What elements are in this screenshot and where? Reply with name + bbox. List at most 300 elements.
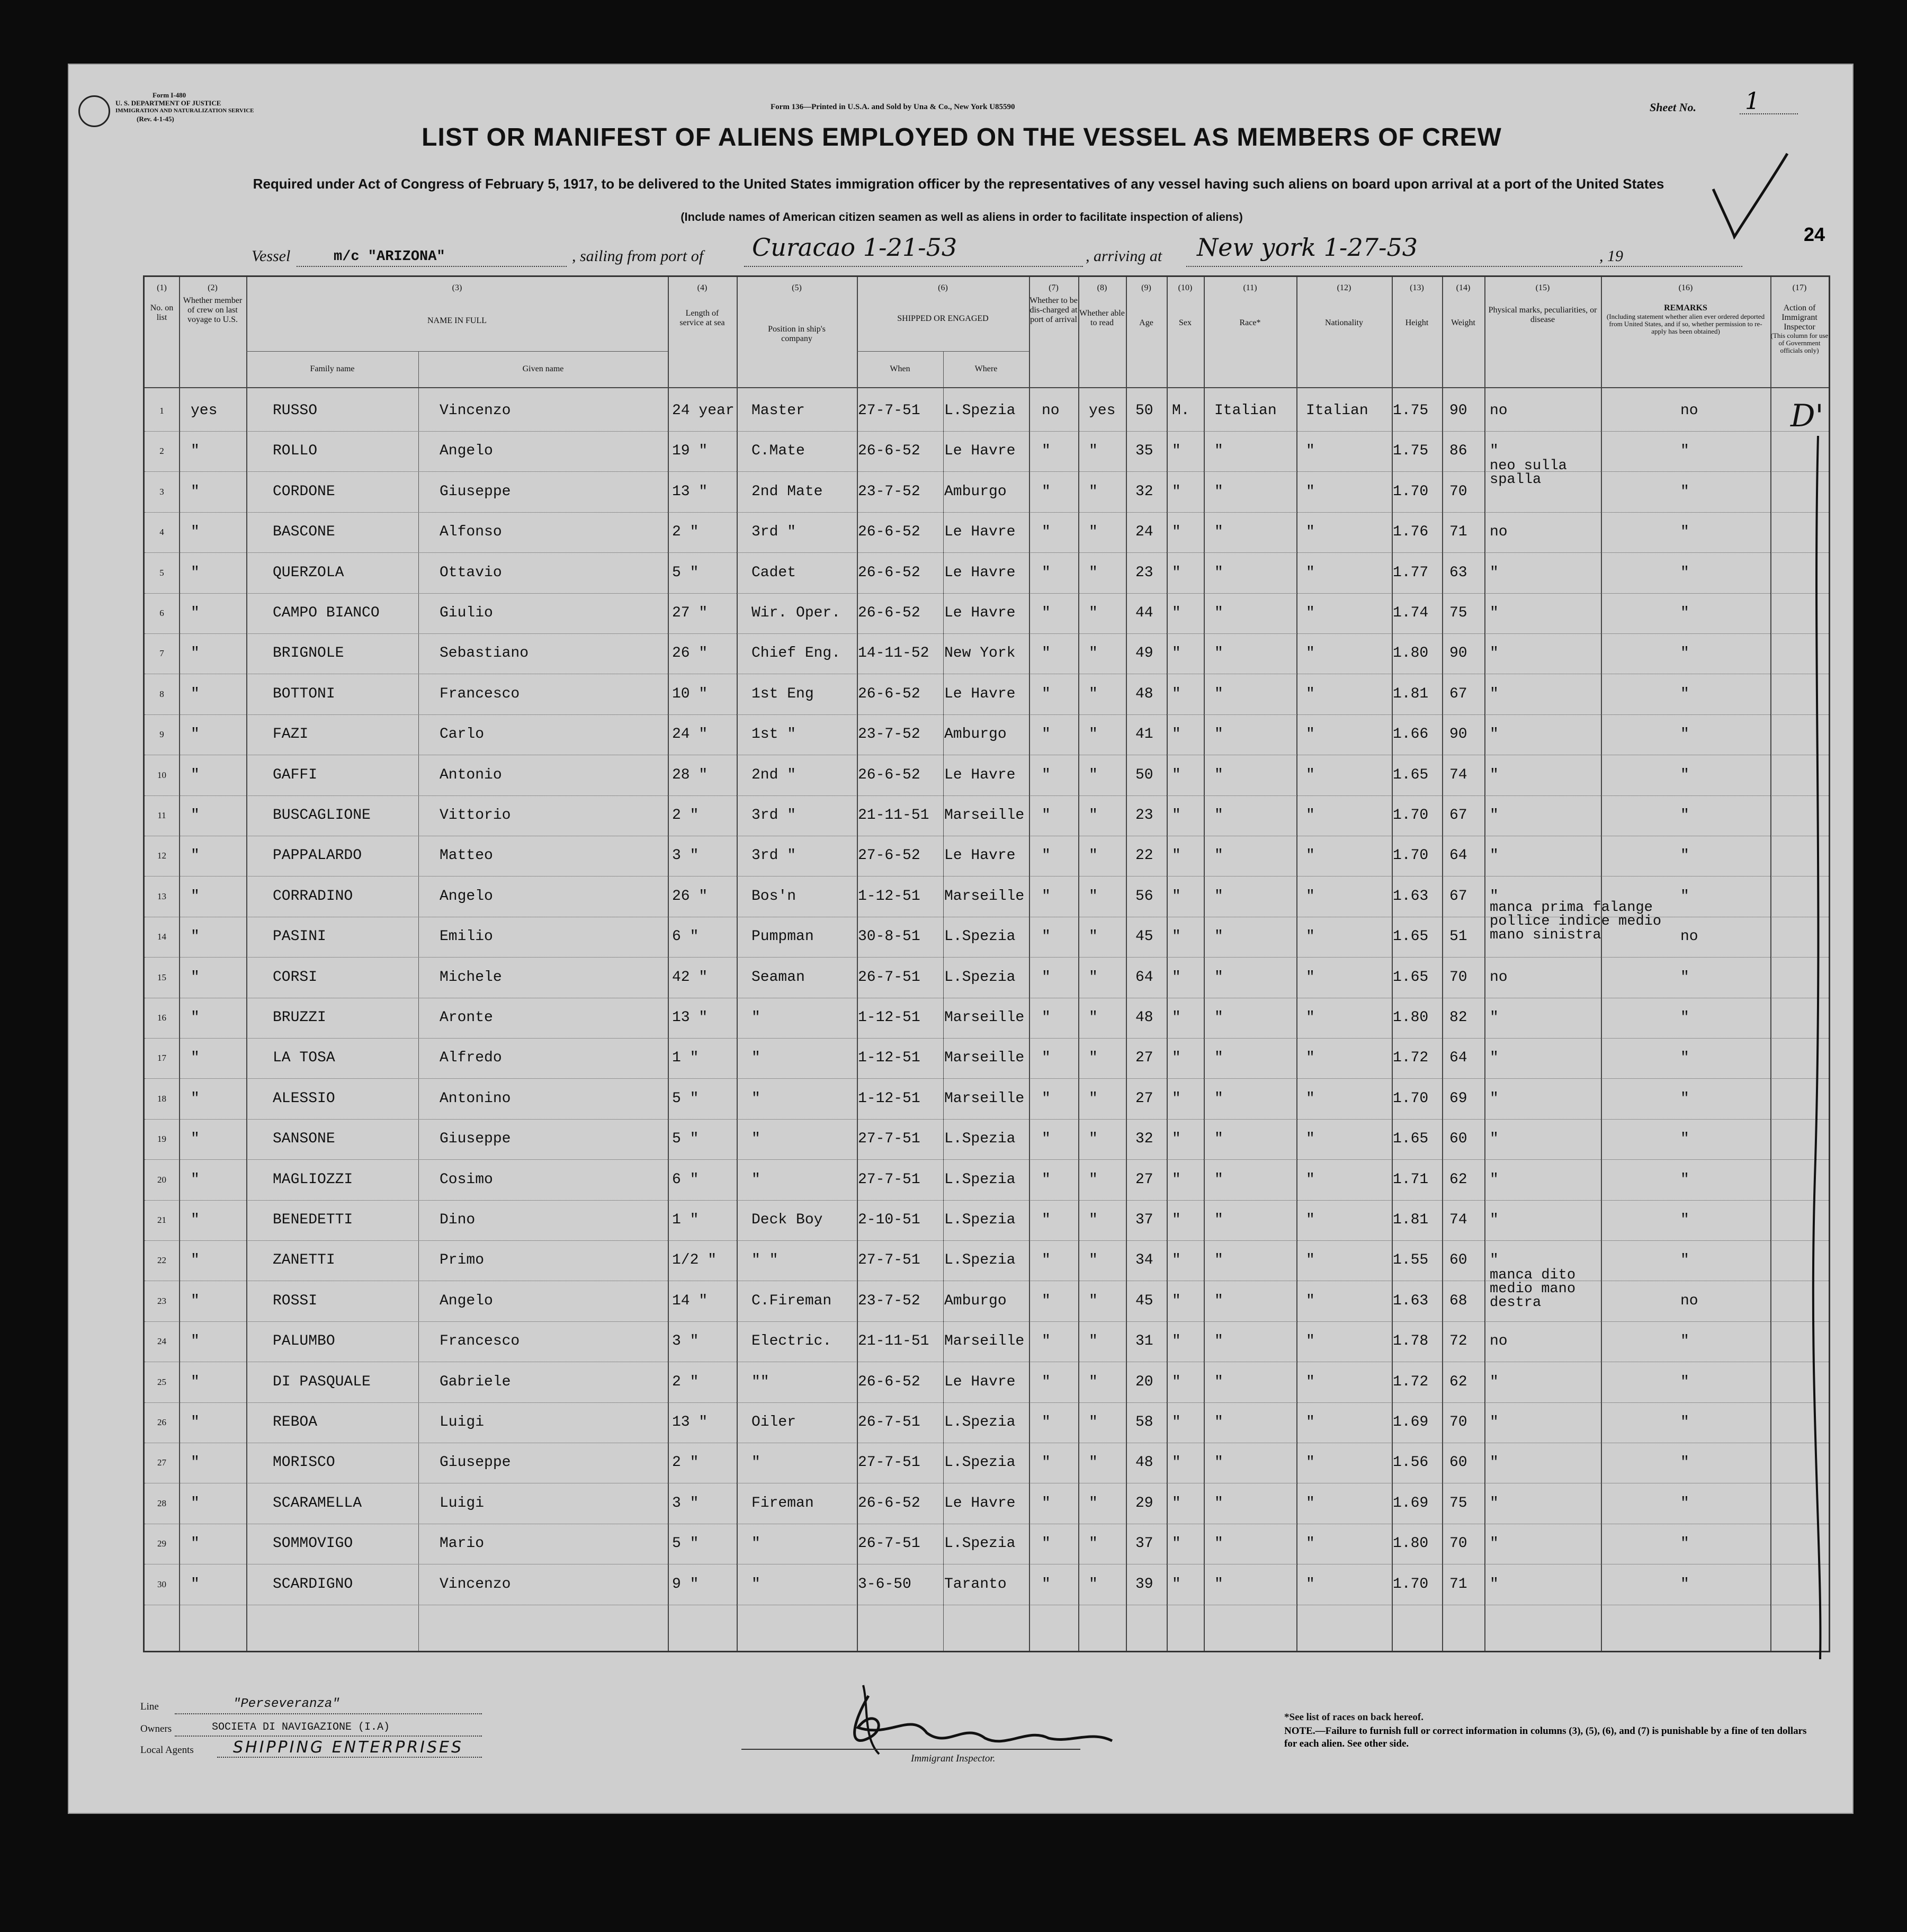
- physical-marks-cell: manca prima falange pollice indice medio mano sinistra: [1490, 900, 1662, 944]
- read-cell: ": [1089, 969, 1098, 986]
- position-cell: Pumpman: [751, 928, 814, 945]
- col-header-17: (17) Action of Immigrant Inspector (This column for use of Government officials only): [1770, 283, 1829, 354]
- shipped-when-cell: 26-7-51: [858, 969, 920, 986]
- age-cell: 49: [1135, 645, 1153, 662]
- sex-cell: ": [1172, 928, 1181, 945]
- weight-cell: 69: [1449, 1090, 1467, 1107]
- shipped-when-cell: 2-10-51: [858, 1212, 920, 1228]
- position-cell: Master: [751, 402, 805, 419]
- given-name-cell: Alfredo: [440, 1050, 502, 1067]
- shipped-where-cell: Marseille: [944, 807, 1025, 824]
- age-cell: 50: [1135, 766, 1153, 783]
- shipped-when-cell: 26-6-52: [858, 524, 920, 541]
- race-cell: ": [1214, 807, 1223, 824]
- sailing-line: [744, 266, 1083, 267]
- position-cell: ": [751, 1535, 760, 1552]
- remarks-cell: ": [1680, 1009, 1689, 1026]
- sex-cell: ": [1172, 1252, 1181, 1269]
- shipped-where-cell: L.Spezia: [944, 1131, 1016, 1148]
- shipped-when-cell: 27-7-51: [858, 1131, 920, 1148]
- shipped-where-cell: Le Havre: [944, 524, 1016, 541]
- family-name-cell: BRUZZI: [273, 1009, 326, 1026]
- weight-cell: 70: [1449, 969, 1467, 986]
- remarks-cell: ": [1680, 1414, 1689, 1430]
- remarks-cell: ": [1680, 1535, 1689, 1552]
- year-suffix: , 19: [1599, 247, 1623, 265]
- sex-cell: ": [1172, 807, 1181, 824]
- weight-cell: 64: [1449, 1050, 1467, 1067]
- physical-marks-cell: ": [1490, 1009, 1499, 1026]
- shipped-when-cell: 26-6-52: [858, 605, 920, 621]
- age-cell: 23: [1135, 564, 1153, 581]
- row-number: 28: [157, 1498, 166, 1508]
- remarks-cell: ": [1680, 766, 1689, 783]
- shipped-where-cell: L.Spezia: [944, 1454, 1016, 1471]
- family-name-cell: BOTTONI: [273, 685, 335, 702]
- given-name-cell: Antonio: [440, 766, 502, 783]
- given-name-cell: Matteo: [440, 847, 493, 864]
- table-row: [145, 1362, 1829, 1403]
- prev-voyage-cell: ": [191, 685, 200, 702]
- age-cell: 45: [1135, 928, 1153, 945]
- remarks-cell: ": [1680, 1252, 1689, 1269]
- read-cell: ": [1089, 524, 1098, 541]
- physical-marks-cell: no: [1490, 524, 1508, 541]
- read-cell: ": [1089, 1090, 1098, 1107]
- col-subheader: When: [890, 364, 910, 373]
- line-field-line: [175, 1713, 482, 1714]
- read-cell: ": [1089, 443, 1098, 460]
- service-cell: 2 ": [672, 1454, 699, 1471]
- weight-cell: 75: [1449, 605, 1467, 621]
- row-number: 17: [157, 1053, 166, 1063]
- sex-cell: ": [1172, 766, 1181, 783]
- given-name-cell: Cosimo: [440, 1171, 493, 1188]
- height-cell: 1.71: [1393, 1171, 1429, 1188]
- height-cell: 1.80: [1393, 645, 1429, 662]
- weight-cell: 60: [1449, 1131, 1467, 1148]
- nationality-cell: ": [1306, 1212, 1315, 1228]
- arriving-port: New york 1-27-53: [1197, 233, 1418, 262]
- row-number: 20: [157, 1174, 166, 1185]
- shipped-where-cell: L.Spezia: [944, 928, 1016, 945]
- col-header-6: (6) SHIPPED OR ENGAGED: [897, 283, 989, 323]
- shipped-where-cell: Amburgo: [944, 483, 1007, 500]
- height-cell: 1.56: [1393, 1454, 1429, 1471]
- sex-cell: ": [1172, 726, 1181, 743]
- family-name-cell: CORRADINO: [273, 888, 353, 905]
- height-cell: 1.65: [1393, 766, 1429, 783]
- height-cell: 1.74: [1393, 605, 1429, 621]
- sex-cell: ": [1172, 605, 1181, 621]
- discharged-cell: ": [1042, 928, 1051, 945]
- sex-cell: ": [1172, 645, 1181, 662]
- height-cell: 1.65: [1393, 969, 1429, 986]
- shipped-when-cell: 27-7-51: [858, 1171, 920, 1188]
- read-cell: ": [1089, 807, 1098, 824]
- position-cell: Wir. Oper.: [751, 605, 841, 621]
- physical-marks-cell: ": [1490, 645, 1499, 662]
- shipped-where-cell: L.Spezia: [944, 1414, 1016, 1430]
- height-cell: 1.65: [1393, 1131, 1429, 1148]
- prev-voyage-cell: ": [191, 847, 200, 864]
- physical-marks-cell: manca dito medio mano destra: [1490, 1267, 1576, 1311]
- nationality-cell: Italian: [1306, 402, 1368, 419]
- row-number: 4: [159, 527, 164, 538]
- family-name-cell: ROSSI: [273, 1292, 318, 1309]
- prev-voyage-cell: ": [191, 1090, 200, 1107]
- row-number: 9: [159, 729, 164, 740]
- table-row: [145, 1038, 1829, 1079]
- nationality-cell: ": [1306, 1454, 1315, 1471]
- service-cell: 24 year: [672, 402, 735, 419]
- given-name-cell: Angelo: [440, 443, 493, 460]
- sex-cell: ": [1172, 483, 1181, 500]
- shipped-when-cell: 26-6-52: [858, 443, 920, 460]
- table-row: [145, 795, 1829, 836]
- col-header-3: (3) NAME IN FULL: [427, 283, 487, 325]
- discharged-cell: no: [1042, 402, 1060, 419]
- service-cell: 3 ": [672, 847, 699, 864]
- service-cell: 9 ": [672, 1576, 699, 1593]
- crew-table: [143, 275, 1830, 1652]
- prev-voyage-cell: ": [191, 726, 200, 743]
- nationality-cell: ": [1306, 443, 1315, 460]
- family-name-cell: ROLLO: [273, 443, 318, 460]
- col-header-14: (14) Weight: [1451, 283, 1475, 327]
- given-name-cell: Luigi: [440, 1495, 485, 1511]
- remarks-cell: ": [1680, 1171, 1689, 1188]
- physical-marks-cell: ": [1490, 685, 1499, 702]
- physical-marks-cell: ": [1490, 1090, 1499, 1107]
- read-cell: ": [1089, 1454, 1098, 1471]
- sex-cell: ": [1172, 1414, 1181, 1430]
- shipped-when-cell: 27-7-51: [858, 1454, 920, 1471]
- shipped-where-cell: Marseille: [944, 1090, 1025, 1107]
- row-number: 5: [159, 567, 164, 578]
- table-row: [145, 1443, 1829, 1483]
- family-name-cell: CAMPO BIANCO: [273, 605, 380, 621]
- given-name-cell: Sebastiano: [440, 645, 529, 662]
- table-row: [145, 1079, 1829, 1120]
- family-name-cell: FAZI: [273, 726, 309, 743]
- age-cell: 31: [1135, 1333, 1153, 1350]
- discharged-cell: ": [1042, 1454, 1051, 1471]
- physical-marks-cell: neo sulla spalla: [1490, 458, 1567, 488]
- page-title: LIST OR MANIFEST OF ALIENS EMPLOYED ON THE VESSEL AS MEMBERS OF CREW: [422, 123, 1502, 151]
- row-divider: [857, 351, 1029, 352]
- discharged-cell: ": [1042, 685, 1051, 702]
- manifest-sheet: [68, 64, 1854, 1814]
- given-name-cell: Dino: [440, 1212, 476, 1228]
- age-cell: 37: [1135, 1535, 1153, 1552]
- given-name-cell: Alfonso: [440, 524, 502, 541]
- race-cell: ": [1214, 1050, 1223, 1067]
- row-number: 29: [157, 1539, 166, 1549]
- height-cell: 1.70: [1393, 807, 1429, 824]
- position-cell: ": [751, 1009, 760, 1026]
- read-cell: ": [1089, 726, 1098, 743]
- physical-marks-cell: ": [1490, 1414, 1499, 1430]
- weight-cell: 74: [1449, 766, 1467, 783]
- discharged-cell: ": [1042, 766, 1051, 783]
- shipped-where-cell: Taranto: [944, 1576, 1007, 1593]
- discharged-cell: ": [1042, 726, 1051, 743]
- form-header: [115, 91, 254, 123]
- discharged-cell: ": [1042, 1576, 1051, 1593]
- remarks-cell: ": [1680, 1050, 1689, 1067]
- printer-line: Form 136—Printed in U.S.A. and Sold by Una & Co., New York U85590: [771, 103, 1015, 111]
- discharged-cell: ": [1042, 1292, 1051, 1309]
- table-row: [145, 900, 1829, 958]
- position-cell: Fireman: [751, 1495, 814, 1511]
- race-cell: ": [1214, 1009, 1223, 1026]
- discharged-cell: ": [1042, 847, 1051, 864]
- nationality-cell: ": [1306, 1333, 1315, 1350]
- service-cell: 1 ": [672, 1212, 699, 1228]
- shipped-where-cell: Le Havre: [944, 1495, 1016, 1511]
- prev-voyage-cell: ": [191, 645, 200, 662]
- height-cell: 1.72: [1393, 1050, 1429, 1067]
- read-cell: ": [1089, 766, 1098, 783]
- row-number: 26: [157, 1417, 166, 1427]
- shipped-when-cell: 14-11-52: [858, 645, 929, 662]
- agents-label: Local Agents: [140, 1745, 194, 1756]
- family-name-cell: BRIGNOLE: [273, 645, 344, 662]
- sex-cell: ": [1172, 1454, 1181, 1471]
- table-row: [145, 1483, 1829, 1524]
- nationality-cell: ": [1306, 1131, 1315, 1148]
- table-row: [145, 1160, 1829, 1201]
- position-cell: 2nd Mate: [751, 483, 823, 500]
- row-number: 14: [157, 932, 166, 942]
- revision-line: (Rev. 4-1-45): [137, 115, 174, 123]
- discharged-cell: ": [1042, 1535, 1051, 1552]
- nationality-cell: ": [1306, 726, 1315, 743]
- penalty-note: NOTE.—Failure to furnish full or correct information in columns (3), (5), (6), and (7) is punishable by a fine of ten dollars for each alien. See other side.: [1284, 1725, 1807, 1749]
- table-row: [145, 512, 1829, 553]
- row-number: 2: [159, 446, 164, 457]
- table-row: [145, 593, 1829, 634]
- discharged-cell: ": [1042, 1333, 1051, 1350]
- physical-marks-cell: ": [1490, 766, 1499, 783]
- prev-voyage-cell: ": [191, 928, 200, 945]
- shipped-where-cell: Le Havre: [944, 766, 1016, 783]
- age-cell: 29: [1135, 1495, 1153, 1511]
- race-cell: ": [1214, 1171, 1223, 1188]
- race-cell: ": [1214, 1414, 1223, 1430]
- physical-marks-cell: ": [1490, 1535, 1499, 1552]
- sailing-port: Curacao 1-21-53: [752, 233, 957, 262]
- position-cell: C.Fireman: [751, 1292, 832, 1309]
- row-number: 1: [159, 406, 164, 416]
- shipped-when-cell: 1-12-51: [858, 1090, 920, 1107]
- service-cell: 13 ": [672, 483, 708, 500]
- family-name-cell: BUSCAGLIONE: [273, 807, 371, 824]
- col-header-16: (16) REMARKS (Including statement whether alien ever ordered deported from United States, and if so, whether permission to re-apply has been obtained): [1606, 283, 1765, 335]
- age-cell: 48: [1135, 1009, 1153, 1026]
- row-number: 21: [157, 1215, 166, 1225]
- race-cell: ": [1214, 888, 1223, 905]
- requirement-text: Required under Act of Congress of February 5, 1917, to be delivered to the United States immigration officer by the representatives of any vessel having such aliens on board upon arrival at a port of the United States: [253, 176, 1664, 192]
- row-number: 19: [157, 1134, 166, 1144]
- agents-value: SHIPPING ENTERPRISES: [233, 1738, 464, 1757]
- remarks-cell: no: [1680, 928, 1698, 945]
- physical-marks-cell: ": [1490, 1171, 1499, 1188]
- service-cell: 42 ": [672, 969, 708, 986]
- given-name-cell: Angelo: [440, 888, 493, 905]
- prev-voyage-cell: ": [191, 1576, 200, 1593]
- read-cell: ": [1089, 1576, 1098, 1593]
- prev-voyage-cell: ": [191, 1292, 200, 1309]
- shipped-where-cell: L.Spezia: [944, 1171, 1016, 1188]
- position-cell: 1st Eng: [751, 685, 814, 702]
- family-name-cell: MAGLIOZZI: [273, 1171, 353, 1188]
- row-number: 23: [157, 1295, 166, 1306]
- arriving-line: [1186, 266, 1742, 267]
- read-cell: ": [1089, 564, 1098, 581]
- race-cell: ": [1214, 766, 1223, 783]
- family-name-cell: DI PASQUALE: [273, 1373, 371, 1390]
- remarks-cell: ": [1680, 1373, 1689, 1390]
- discharged-cell: ": [1042, 1171, 1051, 1188]
- prev-voyage-cell: ": [191, 1333, 200, 1350]
- weight-cell: 72: [1449, 1333, 1467, 1350]
- row-number: 25: [157, 1376, 166, 1387]
- service-cell: 2 ": [672, 807, 699, 824]
- shipped-when-cell: 30-8-51: [858, 928, 920, 945]
- weight-cell: 71: [1449, 1576, 1467, 1593]
- age-cell: 27: [1135, 1171, 1153, 1188]
- race-cell: ": [1214, 1454, 1223, 1471]
- nationality-cell: ": [1306, 1050, 1315, 1067]
- age-cell: 27: [1135, 1050, 1153, 1067]
- prev-voyage-cell: ": [191, 483, 200, 500]
- sex-cell: ": [1172, 1535, 1181, 1552]
- age-cell: 32: [1135, 1131, 1153, 1148]
- weight-cell: 82: [1449, 1009, 1467, 1026]
- shipped-when-cell: 23-7-52: [858, 483, 920, 500]
- family-name-cell: REBOA: [273, 1414, 318, 1430]
- remarks-cell: ": [1680, 726, 1689, 743]
- prev-voyage-cell: ": [191, 1373, 200, 1390]
- race-note: *See list of races on back hereof.: [1284, 1712, 1423, 1723]
- shipped-when-cell: 21-11-51: [858, 807, 929, 824]
- shipped-when-cell: 1-12-51: [858, 1050, 920, 1067]
- family-name-cell: QUERZOLA: [273, 564, 344, 581]
- family-name-cell: BENEDETTI: [273, 1212, 353, 1228]
- row-number: 15: [157, 972, 166, 982]
- sex-cell: ": [1172, 524, 1181, 541]
- sheet-label: Sheet No.: [1650, 101, 1696, 114]
- inspector-mark: D': [1790, 398, 1824, 434]
- owners-label: Owners: [140, 1723, 172, 1734]
- given-name-cell: Giuseppe: [440, 1131, 511, 1148]
- given-name-cell: Giuseppe: [440, 1454, 511, 1471]
- shipped-when-cell: 23-7-52: [858, 1292, 920, 1309]
- race-cell: ": [1214, 1292, 1223, 1309]
- prev-voyage-cell: ": [191, 807, 200, 824]
- position-cell: Cadet: [751, 564, 796, 581]
- physical-marks-cell: no: [1490, 1333, 1508, 1350]
- sex-cell: ": [1172, 1050, 1181, 1067]
- race-cell: ": [1214, 1212, 1223, 1228]
- service-cell: 3 ": [672, 1495, 699, 1511]
- sex-cell: ": [1172, 685, 1181, 702]
- read-cell: ": [1089, 1414, 1098, 1430]
- table-row: [145, 714, 1829, 755]
- include-note: (Include names of American citizen seamen as well as aliens in order to facilitate inspection of aliens): [681, 210, 1243, 223]
- nationality-cell: ": [1306, 847, 1315, 864]
- service-cell: 26 ": [672, 888, 708, 905]
- height-cell: 1.63: [1393, 1292, 1429, 1309]
- row-number: 13: [157, 891, 166, 901]
- position-cell: Oiler: [751, 1414, 796, 1430]
- service-cell: 26 ": [672, 645, 708, 662]
- sex-cell: ": [1172, 888, 1181, 905]
- race-cell: ": [1214, 969, 1223, 986]
- doj-seal-icon: [78, 95, 110, 127]
- prev-voyage-cell: ": [191, 1050, 200, 1067]
- position-cell: Deck Boy: [751, 1212, 823, 1228]
- col-header-9: (9) Age: [1139, 283, 1153, 327]
- age-cell: 23: [1135, 807, 1153, 824]
- prev-voyage-cell: ": [191, 969, 200, 986]
- height-cell: 1.76: [1393, 524, 1429, 541]
- shipped-when-cell: 26-6-52: [858, 1373, 920, 1390]
- family-name-cell: LA TOSA: [273, 1050, 335, 1067]
- weight-cell: 51: [1449, 928, 1467, 945]
- height-cell: 1.72: [1393, 1373, 1429, 1390]
- race-cell: Italian: [1214, 402, 1277, 419]
- prev-voyage-cell: ": [191, 1454, 200, 1471]
- nationality-cell: ": [1306, 807, 1315, 824]
- row-number: 18: [157, 1093, 166, 1104]
- given-name-cell: Vincenzo: [440, 402, 511, 419]
- physical-marks-cell: ": [1490, 1454, 1499, 1471]
- service-cell: 1/2 ": [672, 1252, 717, 1269]
- height-cell: 1.75: [1393, 443, 1429, 460]
- given-name-cell: Angelo: [440, 1292, 493, 1309]
- vessel-line: [297, 266, 567, 267]
- physical-marks-cell: ": [1490, 443, 1499, 460]
- prev-voyage-cell: ": [191, 564, 200, 581]
- discharged-cell: ": [1042, 1090, 1051, 1107]
- service-cell: 6 ": [672, 928, 699, 945]
- weight-cell: 90: [1449, 726, 1467, 743]
- col-header-11: (11) Race*: [1239, 283, 1261, 327]
- sex-cell: ": [1172, 1171, 1181, 1188]
- shipped-where-cell: New York: [944, 645, 1016, 662]
- shipped-when-cell: 27-7-51: [858, 402, 920, 419]
- sex-cell: ": [1172, 1212, 1181, 1228]
- shipped-when-cell: 21-11-51: [858, 1333, 929, 1350]
- prev-voyage-cell: ": [191, 1252, 200, 1269]
- shipped-when-cell: 23-7-52: [858, 726, 920, 743]
- physical-marks-cell: ": [1490, 1252, 1499, 1269]
- height-cell: 1.69: [1393, 1495, 1429, 1511]
- race-cell: ": [1214, 1535, 1223, 1552]
- sex-cell: ": [1172, 1333, 1181, 1350]
- age-cell: 45: [1135, 1292, 1153, 1309]
- remarks-cell: ": [1680, 1131, 1689, 1148]
- race-cell: ": [1214, 1333, 1223, 1350]
- col-header-4: (4) Length of service at sea: [679, 283, 725, 327]
- nationality-cell: ": [1306, 1373, 1315, 1390]
- shipped-where-cell: Le Havre: [944, 443, 1016, 460]
- remarks-cell: ": [1680, 1212, 1689, 1228]
- discharged-cell: ": [1042, 1414, 1051, 1430]
